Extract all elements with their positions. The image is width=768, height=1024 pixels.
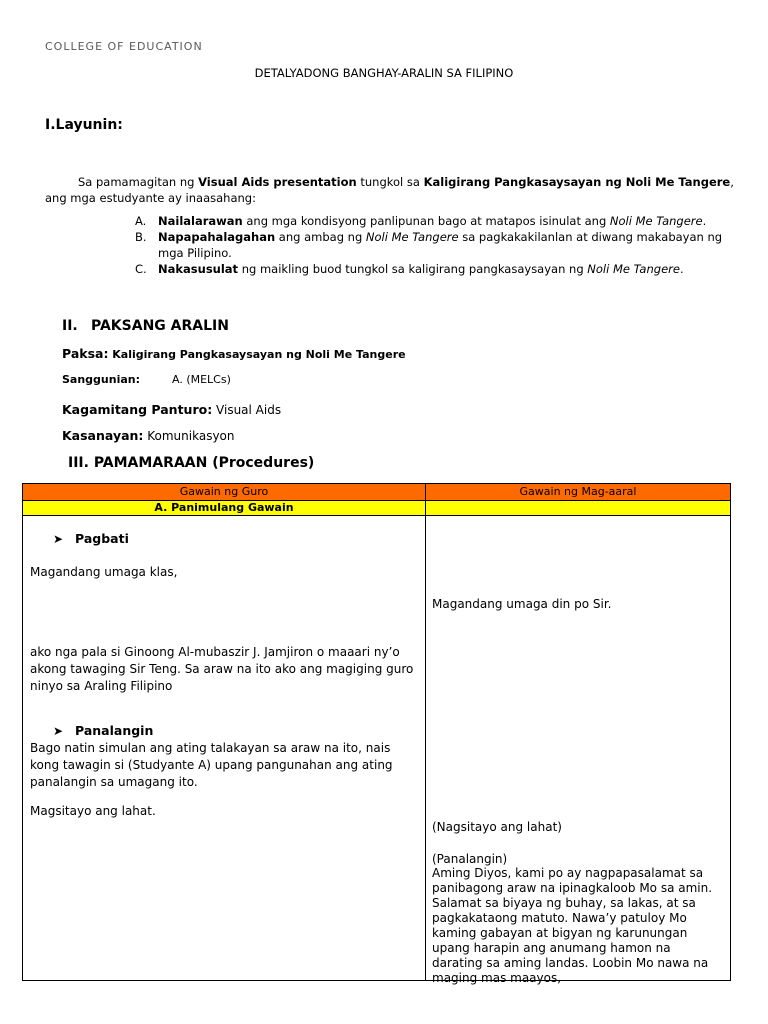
section-layunin-heading: I.Layunin: [45, 117, 123, 133]
column-header-guro: Gawain ng Guro [23, 484, 426, 500]
objectives-list [135, 213, 725, 277]
magaaral-nagsitayo: (Nagsitayo ang lahat) [432, 820, 562, 834]
pagbati-heading: ➤ Pagbati [53, 531, 129, 546]
guro-magsitayo: Magsitayo ang lahat. [30, 804, 156, 818]
objective-item: A. Nailalarawan ang mga kondisyong panlipunan bago at matapos isinulat ang Noli Me Tangere. [135, 214, 707, 228]
panimulang-gawain-label: A. Panimulang Gawain [23, 501, 426, 515]
column-header-magaaral: Gawain ng Mag-aaral [519, 485, 637, 498]
magaaral-panalangin-label: (Panalangin) [432, 852, 508, 866]
document-title: DETALYADONG BANGHAY-ARALIN SA FILIPINO [254, 66, 514, 80]
guro-introduction: ako nga pala si Ginoong Al-mubaszir J. Jamjiron o maaari ny’o akong tawaging Sir Teng. Sa araw na ito ako ang magiging guro ninyo sa Araling Filipino [30, 645, 414, 693]
objective-item: C. Nakasusulat ng maikling buod tungkol sa kaligirang pangkasaysayan ng Noli Me Tangere. [135, 262, 684, 276]
college-header: COLLEGE OF EDUCATION [45, 40, 203, 53]
arrow-bullet-icon: ➤ [53, 531, 64, 546]
section-pamamaraan-heading: III. PAMAMARAAN (Procedures) [68, 455, 315, 471]
kagamitan-line: Kagamitang Panturo: Visual Aids [62, 402, 282, 417]
guro-panalangin-text: Bago natin simulan ang ating talakayan sa araw na ito, nais kong tawagin si (Studyante A) upang pangunahan ang ating panalangin sa umagang ito. [30, 741, 393, 789]
table-subheader-row [23, 501, 730, 516]
sanggunian-line: Sanggunian: A. (MELCs) [62, 373, 231, 386]
section-paksang-aralin-heading: II. PAKSANG ARALIN [62, 318, 229, 334]
objective-item: B. Napapahalagahan ang ambag ng Noli Me Tangere sa pagkakakilanlan at diwang makabayan ng mga Pilipino. [135, 230, 723, 260]
kasanayan-line: Kasanayan: Komunikasyon [62, 428, 235, 443]
guro-cell [23, 516, 426, 980]
magaaral-prayer: Aming Diyos, kami po ay nagpapasalamat sa panibagong araw na ipinagkaloob Mo sa amin. Salamat sa biyaya ng buhay, sa lakas, at sa pagkakataong matuto. Nawa’y patuloy Mo kaming gabayan at bigyan ng karunungan upang harapin ang anumang hamon na darating sa aming landas. Loobin Mo nawa na maging mas maayos, [432, 866, 713, 985]
magaaral-cell [426, 516, 730, 985]
paksa-line: Paksa: Kaligirang Pangkasaysayan ng Noli Me Tangere [62, 346, 406, 361]
arrow-bullet-icon: ➤ [53, 723, 64, 738]
magaaral-greeting-reply: Magandang umaga din po Sir. [432, 597, 612, 611]
procedures-table [22, 483, 731, 985]
table-body-row [23, 516, 730, 985]
guro-greeting: Magandang umaga klas, [30, 565, 178, 579]
table-header-row [23, 484, 730, 501]
panalangin-heading: ➤ Panalangin [53, 723, 154, 738]
layunin-intro: Sa pamamagitan ng Visual Aids presentation tungkol sa Kaligirang Pangkasaysayan ng Noli Me Tangere, ang mga estudyante ay inaasahang: [45, 175, 734, 205]
